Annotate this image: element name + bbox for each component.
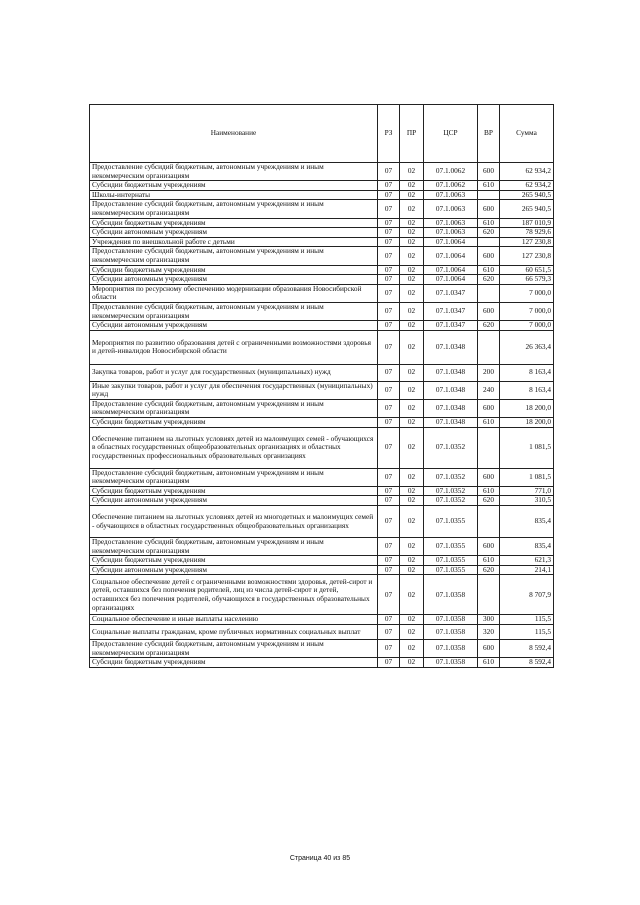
cell-vr: 620	[478, 321, 500, 331]
cell-csr: 07.1.0347	[424, 321, 478, 331]
cell-name: Мероприятия по развитию образования детей с ограниченными возможностями здоровья и детей-инвалидов Новосибирской области	[90, 330, 378, 364]
cell-csr: 07.1.0064	[424, 265, 478, 275]
cell-sum: 265 940,5	[500, 190, 554, 200]
cell-sum: 8 592,4	[500, 640, 554, 658]
cell-sum: 771,0	[500, 486, 554, 496]
cell-pr: 02	[400, 381, 424, 399]
cell-rz: 07	[378, 399, 400, 417]
cell-name: Субсидии автономным учреждениям	[90, 275, 378, 285]
cell-name: Мероприятия по ресурсному обеспечению модернизации образования Новосибирской области	[90, 284, 378, 302]
table-row	[90, 556, 554, 566]
cell-name: Предоставление субсидий бюджетным, автономным учреждениям и иным некоммерческим организациям	[90, 247, 378, 265]
cell-pr: 02	[400, 506, 424, 538]
cell-csr: 07.1.0063	[424, 200, 478, 218]
table-row	[90, 565, 554, 575]
cell-sum: 1 081,5	[500, 427, 554, 468]
cell-csr: 07.1.0348	[424, 330, 478, 364]
cell-sum: 8 163,4	[500, 364, 554, 381]
cell-name: Субсидии бюджетным учреждениям	[90, 218, 378, 228]
header-csr: ЦСР	[424, 105, 478, 163]
header-name: Наименование	[90, 105, 378, 163]
cell-vr: 320	[478, 625, 500, 640]
cell-csr: 07.1.0358	[424, 575, 478, 615]
cell-vr: 300	[478, 615, 500, 625]
table-row	[90, 181, 554, 191]
cell-sum: 7 000,0	[500, 302, 554, 320]
cell-pr: 02	[400, 228, 424, 238]
cell-rz: 07	[378, 302, 400, 320]
header-vr: ВР	[478, 105, 500, 163]
cell-sum: 18 200,0	[500, 418, 554, 428]
cell-vr: 240	[478, 381, 500, 399]
cell-pr: 02	[400, 658, 424, 668]
cell-csr: 07.1.0352	[424, 486, 478, 496]
cell-csr: 07.1.0062	[424, 181, 478, 191]
cell-csr: 07.1.0352	[424, 468, 478, 486]
table-row	[90, 658, 554, 668]
cell-vr: 620	[478, 228, 500, 238]
header-pr: ПР	[400, 105, 424, 163]
cell-pr: 02	[400, 399, 424, 417]
table-row	[90, 330, 554, 364]
cell-csr: 07.1.0348	[424, 399, 478, 417]
cell-rz: 07	[378, 181, 400, 191]
cell-vr	[478, 284, 500, 302]
cell-vr: 620	[478, 275, 500, 285]
cell-csr: 07.1.0348	[424, 364, 478, 381]
cell-pr: 02	[400, 284, 424, 302]
cell-pr: 02	[400, 247, 424, 265]
table-body	[90, 163, 554, 668]
cell-pr: 02	[400, 181, 424, 191]
cell-name: Субсидии автономным учреждениям	[90, 321, 378, 331]
cell-rz: 07	[378, 163, 400, 181]
cell-rz: 07	[378, 615, 400, 625]
cell-name: Субсидии автономным учреждениям	[90, 496, 378, 506]
cell-rz: 07	[378, 640, 400, 658]
cell-vr	[478, 237, 500, 247]
table-row	[90, 302, 554, 320]
cell-csr: 07.1.0348	[424, 418, 478, 428]
table-row	[90, 575, 554, 615]
cell-sum: 310,5	[500, 496, 554, 506]
cell-sum: 7 000,0	[500, 321, 554, 331]
cell-csr: 07.1.0358	[424, 615, 478, 625]
cell-vr	[478, 330, 500, 364]
cell-vr: 600	[478, 200, 500, 218]
cell-vr: 600	[478, 640, 500, 658]
table-row	[90, 275, 554, 285]
cell-pr: 02	[400, 575, 424, 615]
cell-sum: 835,4	[500, 538, 554, 556]
cell-vr	[478, 506, 500, 538]
cell-vr: 600	[478, 399, 500, 417]
cell-rz: 07	[378, 496, 400, 506]
cell-csr: 07.1.0352	[424, 427, 478, 468]
cell-rz: 07	[378, 575, 400, 615]
cell-name: Закупка товаров, работ и услуг для государственных (муниципальных) нужд	[90, 364, 378, 381]
cell-vr: 600	[478, 468, 500, 486]
cell-csr: 07.1.0358	[424, 625, 478, 640]
cell-sum: 66 579,3	[500, 275, 554, 285]
cell-sum: 8 707,9	[500, 575, 554, 615]
cell-rz: 07	[378, 190, 400, 200]
cell-rz: 07	[378, 330, 400, 364]
cell-name: Учреждения по внешкольной работе с детьми	[90, 237, 378, 247]
cell-rz: 07	[378, 321, 400, 331]
table-row	[90, 496, 554, 506]
cell-vr	[478, 190, 500, 200]
cell-vr: 200	[478, 364, 500, 381]
cell-vr: 620	[478, 565, 500, 575]
cell-pr: 02	[400, 556, 424, 566]
cell-pr: 02	[400, 468, 424, 486]
cell-csr: 07.1.0064	[424, 237, 478, 247]
cell-csr: 07.1.0347	[424, 302, 478, 320]
cell-name: Предоставление субсидий бюджетным, автономным учреждениям и иным некоммерческим организациям	[90, 640, 378, 658]
cell-sum: 265 940,5	[500, 200, 554, 218]
table-row	[90, 284, 554, 302]
cell-csr: 07.1.0062	[424, 163, 478, 181]
cell-rz: 07	[378, 284, 400, 302]
table-row	[90, 163, 554, 181]
cell-pr: 02	[400, 486, 424, 496]
cell-sum: 187 010,9	[500, 218, 554, 228]
cell-pr: 02	[400, 265, 424, 275]
table-row	[90, 427, 554, 468]
cell-name: Субсидии автономным учреждениям	[90, 565, 378, 575]
cell-rz: 07	[378, 625, 400, 640]
cell-sum: 18 200,0	[500, 399, 554, 417]
header-sum: Сумма	[500, 105, 554, 163]
cell-vr: 600	[478, 163, 500, 181]
table-row	[90, 364, 554, 381]
cell-csr: 07.1.0358	[424, 658, 478, 668]
cell-sum: 835,4	[500, 506, 554, 538]
cell-name: Обеспечение питанием на льготных условиях детей из многодетных и малоимущих семей - обучающихся в областных государственных общеобразовательных организациях	[90, 506, 378, 538]
cell-pr: 02	[400, 218, 424, 228]
cell-name: Предоставление субсидий бюджетным, автономным учреждениям и иным некоммерческим организациям	[90, 163, 378, 181]
table-row	[90, 247, 554, 265]
cell-vr: 610	[478, 265, 500, 275]
cell-name: Субсидии бюджетным учреждениям	[90, 486, 378, 496]
cell-pr: 02	[400, 200, 424, 218]
cell-sum: 26 363,4	[500, 330, 554, 364]
table-row	[90, 625, 554, 640]
page-number: Страница 40 из 85	[289, 855, 351, 862]
cell-pr: 02	[400, 538, 424, 556]
cell-name: Предоставление субсидий бюджетным, автономным учреждениям и иным некоммерческим организациям	[90, 399, 378, 417]
table-row	[90, 381, 554, 399]
table-row	[90, 200, 554, 218]
cell-rz: 07	[378, 418, 400, 428]
cell-rz: 07	[378, 200, 400, 218]
table-row	[90, 615, 554, 625]
cell-name: Школы-интернаты	[90, 190, 378, 200]
cell-pr: 02	[400, 163, 424, 181]
table-row	[90, 506, 554, 538]
cell-csr: 07.1.0355	[424, 556, 478, 566]
cell-vr: 620	[478, 496, 500, 506]
cell-name: Социальные выплаты гражданам, кроме публичных нормативных социальных выплат	[90, 625, 378, 640]
cell-rz: 07	[378, 381, 400, 399]
table-row	[90, 538, 554, 556]
cell-csr: 07.1.0063	[424, 228, 478, 238]
cell-name: Социальное обеспечение и иные выплаты населению	[90, 615, 378, 625]
cell-vr: 610	[478, 486, 500, 496]
cell-pr: 02	[400, 565, 424, 575]
cell-name: Субсидии бюджетным учреждениям	[90, 181, 378, 191]
cell-name: Иные закупки товаров, работ и услуг для обеспечения государственных (муниципальных) нужд	[90, 381, 378, 399]
cell-csr: 07.1.0355	[424, 538, 478, 556]
table-row	[90, 418, 554, 428]
cell-pr: 02	[400, 237, 424, 247]
cell-pr: 02	[400, 190, 424, 200]
header-row	[90, 105, 554, 163]
cell-csr: 07.1.0358	[424, 640, 478, 658]
cell-csr: 07.1.0355	[424, 506, 478, 538]
cell-rz: 07	[378, 427, 400, 468]
cell-pr: 02	[400, 330, 424, 364]
cell-rz: 07	[378, 265, 400, 275]
cell-vr: 610	[478, 556, 500, 566]
cell-name: Предоставление субсидий бюджетным, автономным учреждениям и иным некоммерческим организациям	[90, 302, 378, 320]
cell-vr: 610	[478, 181, 500, 191]
table-row	[90, 399, 554, 417]
cell-sum: 214,1	[500, 565, 554, 575]
cell-sum: 78 929,6	[500, 228, 554, 238]
cell-rz: 07	[378, 228, 400, 238]
cell-sum: 127 230,8	[500, 237, 554, 247]
cell-csr: 07.1.0347	[424, 284, 478, 302]
cell-sum: 7 000,0	[500, 284, 554, 302]
cell-name: Субсидии бюджетным учреждениям	[90, 556, 378, 566]
cell-vr: 610	[478, 418, 500, 428]
cell-name: Предоставление субсидий бюджетным, автономным учреждениям и иным некоммерческим организациям	[90, 200, 378, 218]
cell-csr: 07.1.0352	[424, 496, 478, 506]
cell-vr: 600	[478, 247, 500, 265]
cell-csr: 07.1.0064	[424, 247, 478, 265]
cell-csr: 07.1.0348	[424, 381, 478, 399]
cell-sum: 8 163,4	[500, 381, 554, 399]
table-row	[90, 468, 554, 486]
cell-pr: 02	[400, 427, 424, 468]
cell-csr: 07.1.0063	[424, 218, 478, 228]
header-rz: РЗ	[378, 105, 400, 163]
table-row	[90, 640, 554, 658]
cell-vr	[478, 427, 500, 468]
cell-pr: 02	[400, 640, 424, 658]
cell-rz: 07	[378, 556, 400, 566]
cell-name: Предоставление субсидий бюджетным, автономным учреждениям и иным некоммерческим организациям	[90, 468, 378, 486]
cell-sum: 60 651,5	[500, 265, 554, 275]
cell-rz: 07	[378, 538, 400, 556]
table-header	[90, 105, 554, 163]
cell-name: Субсидии бюджетным учреждениям	[90, 265, 378, 275]
cell-csr: 07.1.0064	[424, 275, 478, 285]
cell-vr: 600	[478, 538, 500, 556]
cell-rz: 07	[378, 247, 400, 265]
cell-csr: 07.1.0355	[424, 565, 478, 575]
cell-pr: 02	[400, 418, 424, 428]
cell-sum: 62 934,2	[500, 181, 554, 191]
cell-sum: 8 592,4	[500, 658, 554, 668]
cell-rz: 07	[378, 565, 400, 575]
cell-sum: 127 230,8	[500, 247, 554, 265]
cell-sum: 115,5	[500, 615, 554, 625]
cell-rz: 07	[378, 364, 400, 381]
cell-sum: 62 934,2	[500, 163, 554, 181]
cell-pr: 02	[400, 321, 424, 331]
cell-name: Предоставление субсидий бюджетным, автономным учреждениям и иным некоммерческим организациям	[90, 538, 378, 556]
cell-pr: 02	[400, 364, 424, 381]
cell-rz: 07	[378, 506, 400, 538]
cell-rz: 07	[378, 218, 400, 228]
cell-vr: 610	[478, 218, 500, 228]
cell-pr: 02	[400, 615, 424, 625]
budget-table	[89, 104, 554, 668]
table-row	[90, 321, 554, 331]
cell-pr: 02	[400, 275, 424, 285]
cell-vr	[478, 575, 500, 615]
cell-pr: 02	[400, 625, 424, 640]
cell-pr: 02	[400, 302, 424, 320]
table-row	[90, 228, 554, 238]
cell-csr: 07.1.0063	[424, 190, 478, 200]
cell-sum: 621,3	[500, 556, 554, 566]
cell-name: Субсидии автономным учреждениям	[90, 228, 378, 238]
cell-name: Субсидии бюджетным учреждениям	[90, 658, 378, 668]
cell-rz: 07	[378, 468, 400, 486]
cell-vr: 600	[478, 302, 500, 320]
cell-sum: 115,5	[500, 625, 554, 640]
cell-vr: 610	[478, 658, 500, 668]
cell-rz: 07	[378, 658, 400, 668]
cell-name: Обеспечение питанием на льготных условиях детей из малоимущих семей - обучающихся в областных государственных общеобразовательных организациях и областных государственных профессиональных образовательных организациях	[90, 427, 378, 468]
cell-name: Субсидии бюджетным учреждениям	[90, 418, 378, 428]
cell-rz: 07	[378, 486, 400, 496]
cell-rz: 07	[378, 275, 400, 285]
cell-name: Социальное обеспечение детей с ограниченными возможностями здоровья, детей-сирот и детей, оставшихся без попечения родителей, лиц из числа детей-сирот и детей, оставшихся без попечения родителей, обучающихся в государственных образовательных организациях	[90, 575, 378, 615]
cell-rz: 07	[378, 237, 400, 247]
cell-sum: 1 081,5	[500, 468, 554, 486]
cell-pr: 02	[400, 496, 424, 506]
